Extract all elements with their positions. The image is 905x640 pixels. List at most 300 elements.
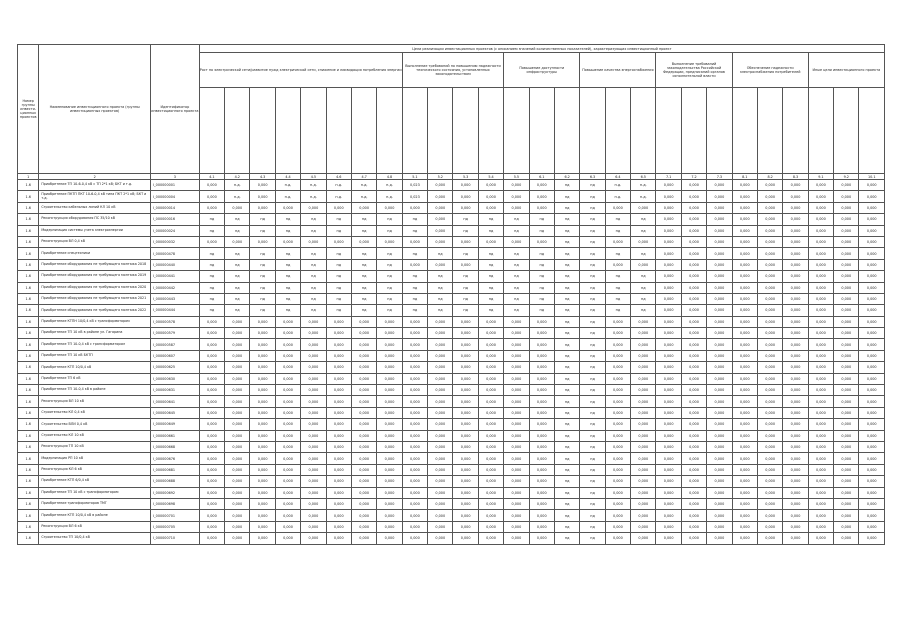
- row-value-cell: нд: [428, 305, 453, 316]
- row-value-cell: 0,000: [199, 487, 224, 498]
- row-value-cell: 0,000: [225, 316, 250, 327]
- row-value-cell: нд: [631, 282, 656, 293]
- row-value-cell: 0,000: [453, 407, 478, 418]
- row-value-cell: 0,000: [783, 248, 808, 259]
- row-value-cell: 0,000: [732, 419, 757, 430]
- row-value-cell: 0,000: [250, 407, 275, 418]
- row-value-cell: 0,000: [859, 350, 885, 361]
- row-value-cell: 0,000: [453, 476, 478, 487]
- row-value-cell: н.д.: [301, 180, 326, 191]
- row-value-cell: нд: [402, 225, 427, 236]
- row-value-cell: 0,000: [783, 191, 808, 202]
- row-value-cell: 0,000: [732, 396, 757, 407]
- row-value-cell: нд: [580, 407, 605, 418]
- row-value-cell: 0,000: [351, 407, 376, 418]
- row-value-cell: 0,000: [859, 180, 885, 191]
- row-value-cell: 0,000: [681, 521, 706, 532]
- column-number: 8.2: [757, 174, 782, 180]
- row-value-cell: 0,000: [681, 464, 706, 475]
- row-value-cell: нд: [554, 202, 579, 213]
- row-value-cell: н.д.: [605, 191, 630, 202]
- row-value-cell: 0,000: [402, 373, 427, 384]
- row-value-cell: 0,000: [656, 293, 681, 304]
- row-value-cell: 0,000: [732, 510, 757, 521]
- row-value-cell: нд: [250, 293, 275, 304]
- row-value-cell: 0,000: [529, 498, 554, 509]
- row-value-cell: нд: [301, 248, 326, 259]
- row-value-cell: 0,000: [605, 487, 630, 498]
- row-value-cell: нд: [351, 248, 376, 259]
- row-value-cell: 0,000: [199, 191, 224, 202]
- row-value-cell: 0,000: [757, 419, 782, 430]
- row-value-cell: 0,000: [681, 248, 706, 259]
- row-value-cell: 0,000: [834, 191, 859, 202]
- row-value-cell: 0,000: [859, 441, 885, 452]
- row-value-cell: нд: [554, 487, 579, 498]
- row-value-cell: 0,000: [402, 453, 427, 464]
- row-project-name: Модернизация системы учета электроэнергии: [39, 225, 151, 236]
- row-value-cell: 0,000: [681, 350, 706, 361]
- row-project-id: I_000000578: [150, 316, 199, 327]
- row-value-cell: 0,000: [707, 521, 732, 532]
- row-value-cell: 0,000: [808, 430, 833, 441]
- row-value-cell: 0,000: [504, 396, 529, 407]
- row-value-cell: 0,000: [377, 498, 402, 509]
- row-value-cell: 0,000: [834, 316, 859, 327]
- row-value-cell: 0,000: [301, 464, 326, 475]
- row-value-cell: 0,000: [225, 453, 250, 464]
- row-value-cell: 0,000: [707, 464, 732, 475]
- row-value-cell: нд: [580, 441, 605, 452]
- row-value-cell: 0,000: [199, 362, 224, 373]
- row-value-cell: 0,000: [199, 510, 224, 521]
- row-value-cell: 0,000: [275, 521, 300, 532]
- row-value-cell: н.д.: [631, 180, 656, 191]
- row-value-cell: 0,000: [453, 464, 478, 475]
- row-group-number: 1.6: [18, 259, 39, 270]
- row-value-cell: 0,000: [732, 248, 757, 259]
- row-value-cell: 0,000: [783, 521, 808, 532]
- row-value-cell: нд: [250, 305, 275, 316]
- header-subcolumn: [834, 88, 859, 174]
- row-value-cell: 0,000: [707, 271, 732, 282]
- column-number: 6.2: [554, 174, 579, 180]
- row-value-cell: нд: [605, 225, 630, 236]
- row-value-cell: 0,000: [377, 407, 402, 418]
- table-row: [18, 214, 885, 225]
- row-value-cell: 0,000: [428, 362, 453, 373]
- row-value-cell: 0,000: [529, 407, 554, 418]
- row-value-cell: 0,000: [326, 441, 351, 452]
- row-value-cell: 0,000: [859, 487, 885, 498]
- row-value-cell: 0,000: [428, 385, 453, 396]
- row-value-cell: 0,000: [808, 441, 833, 452]
- row-value-cell: 0,000: [529, 191, 554, 202]
- row-value-cell: 0,000: [656, 225, 681, 236]
- row-value-cell: нд: [377, 293, 402, 304]
- column-number: 4.4: [275, 174, 300, 180]
- row-value-cell: 0,000: [377, 328, 402, 339]
- row-value-cell: 0,000: [808, 476, 833, 487]
- row-value-cell: 0,000: [859, 533, 885, 544]
- row-value-cell: 0,023: [402, 191, 427, 202]
- row-value-cell: 0,000: [605, 350, 630, 361]
- row-value-cell: 0,000: [732, 236, 757, 247]
- row-value-cell: 0,000: [225, 385, 250, 396]
- row-value-cell: 0,000: [707, 282, 732, 293]
- row-value-cell: нд: [453, 225, 478, 236]
- row-value-cell: 0,000: [351, 202, 376, 213]
- row-value-cell: 0,000: [250, 487, 275, 498]
- row-value-cell: 0,000: [834, 396, 859, 407]
- row-value-cell: 0,000: [605, 464, 630, 475]
- row-value-cell: 0,000: [199, 328, 224, 339]
- row-group-number: 1.6: [18, 328, 39, 339]
- row-value-cell: нд: [529, 214, 554, 225]
- row-value-cell: 0,000: [605, 510, 630, 521]
- row-value-cell: 0,000: [707, 236, 732, 247]
- row-value-cell: 0,000: [732, 225, 757, 236]
- row-value-cell: 0,000: [225, 464, 250, 475]
- row-value-cell: 0,000: [757, 214, 782, 225]
- header-group: Рост по электрической сети/развитие нужд электрической сети, снижение и ликвидация потребления энергии: [199, 53, 402, 88]
- row-value-cell: н.д.: [377, 180, 402, 191]
- row-value-cell: 0,000: [377, 385, 402, 396]
- row-value-cell: 0,000: [732, 430, 757, 441]
- row-value-cell: нд: [351, 214, 376, 225]
- row-value-cell: нд: [554, 282, 579, 293]
- column-number: 4.1: [199, 174, 224, 180]
- row-value-cell: 0,000: [757, 282, 782, 293]
- row-value-cell: нд: [554, 385, 579, 396]
- row-value-cell: 0,000: [301, 339, 326, 350]
- row-value-cell: 0,000: [605, 259, 630, 270]
- row-value-cell: 0,000: [529, 464, 554, 475]
- row-value-cell: 0,000: [808, 328, 833, 339]
- row-value-cell: 0,000: [199, 476, 224, 487]
- row-value-cell: 0,000: [377, 316, 402, 327]
- row-value-cell: 0,000: [250, 396, 275, 407]
- column-number: 7.1: [656, 174, 681, 180]
- row-value-cell: 0,000: [631, 350, 656, 361]
- row-value-cell: 0,000: [834, 464, 859, 475]
- row-value-cell: 0,000: [377, 339, 402, 350]
- table-row: [18, 236, 885, 247]
- row-value-cell: нд: [580, 533, 605, 544]
- row-value-cell: 0,000: [656, 419, 681, 430]
- row-value-cell: 0,000: [402, 396, 427, 407]
- row-value-cell: нд: [250, 271, 275, 282]
- row-value-cell: 0,000: [681, 339, 706, 350]
- row-value-cell: 0,000: [529, 476, 554, 487]
- row-value-cell: 0,000: [859, 214, 885, 225]
- row-value-cell: 0,000: [656, 271, 681, 282]
- row-value-cell: 0,000: [301, 476, 326, 487]
- row-value-cell: нд: [478, 225, 503, 236]
- header-project-name: Наименование инвестиционного проекта (группы инвестиционных проектов): [39, 45, 151, 174]
- row-value-cell: 0,000: [428, 533, 453, 544]
- row-group-number: 1.6: [18, 396, 39, 407]
- row-value-cell: 0,000: [631, 487, 656, 498]
- row-value-cell: нд: [351, 271, 376, 282]
- row-project-id: I_000000607: [150, 350, 199, 361]
- row-value-cell: 0,000: [250, 453, 275, 464]
- row-value-cell: 0,000: [656, 350, 681, 361]
- row-value-cell: 0,000: [681, 430, 706, 441]
- row-group-number: 1.6: [18, 419, 39, 430]
- row-value-cell: 0,000: [834, 407, 859, 418]
- row-value-cell: 0,000: [504, 180, 529, 191]
- row-project-id: I_000000661: [150, 430, 199, 441]
- row-value-cell: 0,000: [732, 521, 757, 532]
- row-value-cell: 0,000: [834, 498, 859, 509]
- row-value-cell: 0,000: [377, 510, 402, 521]
- row-value-cell: 0,000: [757, 339, 782, 350]
- row-value-cell: 0,000: [377, 476, 402, 487]
- row-value-cell: нд: [580, 339, 605, 350]
- row-value-cell: 0,000: [681, 510, 706, 521]
- row-value-cell: 0,000: [605, 430, 630, 441]
- row-value-cell: 0,000: [757, 464, 782, 475]
- row-value-cell: нд: [402, 293, 427, 304]
- row-value-cell: 0,000: [834, 328, 859, 339]
- row-value-cell: 0,000: [732, 487, 757, 498]
- row-value-cell: 0,000: [428, 521, 453, 532]
- row-value-cell: 0,000: [859, 396, 885, 407]
- row-value-cell: 0,000: [225, 510, 250, 521]
- row-value-cell: 0,000: [301, 487, 326, 498]
- column-number: 6.1: [529, 174, 554, 180]
- row-value-cell: 0,000: [732, 362, 757, 373]
- row-value-cell: 0,000: [808, 510, 833, 521]
- header-subcolumn: [428, 88, 453, 174]
- row-value-cell: 0,000: [402, 419, 427, 430]
- row-value-cell: нд: [554, 180, 579, 191]
- row-value-cell: 0,000: [757, 476, 782, 487]
- row-value-cell: нд: [554, 476, 579, 487]
- row-value-cell: 0,000: [808, 305, 833, 316]
- row-value-cell: нд: [554, 214, 579, 225]
- row-value-cell: 0,000: [631, 328, 656, 339]
- row-value-cell: нд: [554, 510, 579, 521]
- row-value-cell: 0,000: [402, 407, 427, 418]
- row-value-cell: 0,000: [504, 328, 529, 339]
- row-project-name: Приобретение оборудования не требующего монтажа 2020: [39, 282, 151, 293]
- row-value-cell: 0,000: [478, 419, 503, 430]
- row-value-cell: 0,000: [478, 328, 503, 339]
- row-value-cell: 0,000: [326, 328, 351, 339]
- row-value-cell: 0,000: [250, 464, 275, 475]
- row-project-name: Приобретение ТП 10 кВ с трансформатором: [39, 487, 151, 498]
- row-value-cell: 0,000: [377, 396, 402, 407]
- table-row: [18, 293, 885, 304]
- row-value-cell: 0,000: [656, 202, 681, 213]
- row-value-cell: 0,000: [834, 293, 859, 304]
- row-value-cell: 0,000: [732, 328, 757, 339]
- row-value-cell: 0,000: [351, 373, 376, 384]
- row-value-cell: нд: [225, 225, 250, 236]
- row-value-cell: 0,000: [301, 373, 326, 384]
- row-value-cell: 0,000: [428, 328, 453, 339]
- row-value-cell: нд: [326, 248, 351, 259]
- row-value-cell: 0,000: [301, 533, 326, 544]
- row-value-cell: нд: [504, 225, 529, 236]
- row-project-name: Приобретение ПКТП ПКТ 10-6-0,4 кВ типа ПКТ 2*1 кВ; БКТ и т.д.: [39, 191, 151, 202]
- row-value-cell: 0,000: [225, 441, 250, 452]
- row-value-cell: нд: [428, 282, 453, 293]
- row-project-name: Строительство ВЛИ 0,4 кВ: [39, 419, 151, 430]
- column-number: 7.3: [707, 174, 732, 180]
- row-value-cell: 0,000: [402, 385, 427, 396]
- row-value-cell: 0,000: [453, 191, 478, 202]
- row-value-cell: 0,000: [808, 533, 833, 544]
- row-value-cell: 0,000: [707, 498, 732, 509]
- row-value-cell: нд: [504, 282, 529, 293]
- row-value-cell: 0,000: [529, 396, 554, 407]
- row-value-cell: нд: [605, 248, 630, 259]
- row-value-cell: нд: [580, 248, 605, 259]
- row-value-cell: нд: [301, 214, 326, 225]
- row-value-cell: 0,000: [199, 316, 224, 327]
- row-value-cell: нд: [199, 305, 224, 316]
- row-value-cell: 0,000: [326, 396, 351, 407]
- table-row: [18, 385, 885, 396]
- row-project-id: I_000000441: [150, 271, 199, 282]
- row-value-cell: нд: [402, 271, 427, 282]
- row-value-cell: 0,000: [275, 430, 300, 441]
- row-value-cell: 0,000: [529, 441, 554, 452]
- row-value-cell: нд: [351, 282, 376, 293]
- row-value-cell: 0,000: [707, 293, 732, 304]
- row-value-cell: 0,000: [275, 510, 300, 521]
- row-value-cell: нд: [580, 282, 605, 293]
- row-value-cell: 0,000: [453, 498, 478, 509]
- row-project-id: I_000000625: [150, 362, 199, 373]
- row-value-cell: нд: [225, 282, 250, 293]
- row-value-cell: 0,000: [859, 225, 885, 236]
- row-value-cell: 0,000: [757, 180, 782, 191]
- row-value-cell: 0,000: [656, 498, 681, 509]
- row-value-cell: 0,000: [757, 521, 782, 532]
- row-value-cell: 0,000: [478, 521, 503, 532]
- row-value-cell: 0,000: [377, 430, 402, 441]
- row-value-cell: 0,000: [732, 339, 757, 350]
- row-value-cell: нд: [605, 305, 630, 316]
- row-value-cell: 0,000: [250, 533, 275, 544]
- row-value-cell: 0,000: [225, 430, 250, 441]
- row-value-cell: нд: [605, 282, 630, 293]
- row-value-cell: нд: [580, 487, 605, 498]
- row-value-cell: 0,000: [428, 464, 453, 475]
- row-value-cell: 0,000: [834, 476, 859, 487]
- row-value-cell: 0,000: [275, 476, 300, 487]
- row-value-cell: 0,000: [453, 180, 478, 191]
- row-project-id: I_000000698: [150, 498, 199, 509]
- row-value-cell: нд: [529, 259, 554, 270]
- row-value-cell: 0,000: [504, 191, 529, 202]
- row-value-cell: 0,000: [529, 430, 554, 441]
- row-value-cell: 0,000: [351, 441, 376, 452]
- row-value-cell: 0,000: [783, 510, 808, 521]
- row-value-cell: н.д.: [275, 180, 300, 191]
- row-value-cell: 0,000: [808, 248, 833, 259]
- row-project-id: I_000000676: [150, 453, 199, 464]
- row-value-cell: 0,000: [783, 487, 808, 498]
- row-value-cell: 0,000: [478, 453, 503, 464]
- table-row: [18, 225, 885, 236]
- row-value-cell: 0,000: [681, 419, 706, 430]
- row-value-cell: 0,000: [631, 521, 656, 532]
- row-value-cell: нд: [478, 282, 503, 293]
- row-value-cell: 0,000: [808, 236, 833, 247]
- table-row: [18, 441, 885, 452]
- row-value-cell: нд: [580, 214, 605, 225]
- row-project-name: Приобретение КТП 10/0,4 кВ в районе: [39, 510, 151, 521]
- row-value-cell: 0,000: [859, 476, 885, 487]
- row-value-cell: 0,000: [732, 214, 757, 225]
- row-value-cell: 0,000: [834, 271, 859, 282]
- row-value-cell: 0,000: [808, 259, 833, 270]
- row-value-cell: 0,000: [504, 476, 529, 487]
- row-value-cell: 0,000: [529, 202, 554, 213]
- row-value-cell: 0,000: [681, 396, 706, 407]
- row-value-cell: 0,000: [529, 533, 554, 544]
- column-number: 9.1: [808, 174, 833, 180]
- row-value-cell: 0,000: [351, 316, 376, 327]
- row-value-cell: 0,000: [859, 339, 885, 350]
- row-value-cell: 0,000: [656, 328, 681, 339]
- row-value-cell: нд: [554, 350, 579, 361]
- row-value-cell: 0,000: [783, 271, 808, 282]
- row-value-cell: 0,000: [504, 498, 529, 509]
- row-value-cell: 0,000: [478, 362, 503, 373]
- row-value-cell: нд: [250, 225, 275, 236]
- row-value-cell: 0,000: [402, 328, 427, 339]
- column-number: 6.5: [631, 174, 656, 180]
- row-value-cell: н.д.: [605, 180, 630, 191]
- row-value-cell: 0,000: [707, 385, 732, 396]
- row-value-cell: 0,000: [478, 180, 503, 191]
- row-value-cell: нд: [605, 293, 630, 304]
- row-value-cell: 0,000: [453, 202, 478, 213]
- row-value-cell: нд: [580, 510, 605, 521]
- row-value-cell: 0,000: [428, 487, 453, 498]
- row-value-cell: 0,000: [631, 362, 656, 373]
- row-value-cell: 0,000: [504, 407, 529, 418]
- row-value-cell: нд: [554, 316, 579, 327]
- row-project-name: Реконструкция ВЛ 10 кВ: [39, 396, 151, 407]
- row-value-cell: 0,000: [326, 430, 351, 441]
- row-value-cell: 0,000: [478, 385, 503, 396]
- row-value-cell: нд: [580, 271, 605, 282]
- row-value-cell: нд: [631, 293, 656, 304]
- row-value-cell: нд: [377, 248, 402, 259]
- row-value-cell: нд: [326, 293, 351, 304]
- row-value-cell: 0,000: [859, 316, 885, 327]
- row-value-cell: нд: [554, 464, 579, 475]
- row-value-cell: 0,000: [808, 521, 833, 532]
- row-group-number: 1.6: [18, 430, 39, 441]
- row-value-cell: 0,000: [428, 498, 453, 509]
- row-value-cell: нд: [402, 248, 427, 259]
- row-project-id: I_000000701: [150, 510, 199, 521]
- row-value-cell: 0,000: [402, 236, 427, 247]
- header-group: Повышение качества энергоснабжения: [580, 53, 656, 88]
- row-value-cell: 0,000: [326, 453, 351, 464]
- row-value-cell: 0,000: [275, 464, 300, 475]
- row-group-number: 1.6: [18, 271, 39, 282]
- row-value-cell: 0,000: [428, 373, 453, 384]
